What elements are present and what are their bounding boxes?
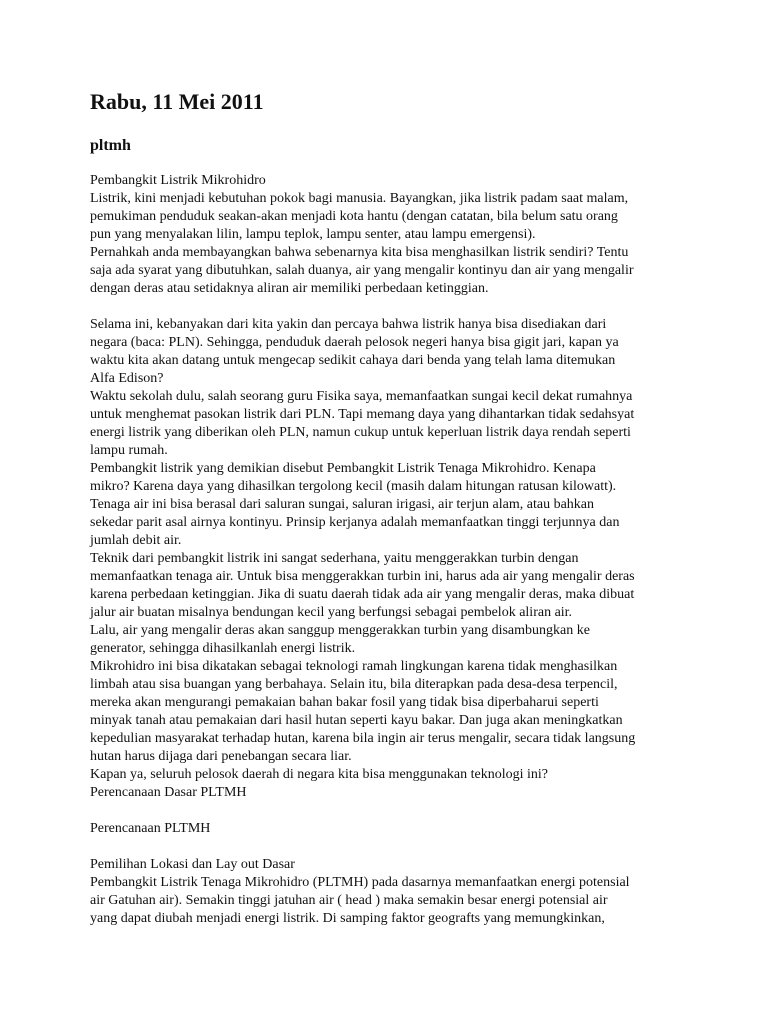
post-date: Rabu, 11 Mei 2011 <box>90 89 264 114</box>
body-paragraph: Waktu sekolah dulu, salah seorang guru Fisika saya, memanfaatkan sungai kecil dekat rumahnya untuk menghemat pasokan listrik dari PLN. Tapi memang daya yang dihantarkan tidak sedahsyat energi listrik yang diberikan oleh PLN, namun cukup untuk keperluan listrik daya rendah seperti lampu rumah. <box>90 389 635 458</box>
body-paragraph: Selama ini, kebanyakan dari kita yakin dan percaya bahwa listrik hanya bisa disediakan dari negara (baca: PLN). Sehingga, penduduk daerah pelosok negeri hanya bisa gigit jari, kapan ya waktu kita akan datang untuk mengecap sedikit cahaya dari benda yang telah lama ditemukan Alfa Edison? <box>90 317 619 386</box>
document-page <box>90 88 690 928</box>
body-paragraph: Pembangkit listrik yang demikian disebut Pembangkit Listrik Tenaga Mikrohidro. Kenapa mikro? Karena daya yang dihasilkan tergolong kecil (masih dalam hitungan ratusan kilowatt). Tenaga air ini bisa berasal dari saluran sungai, saluran irigasi, air terjun alam, atau bahkan sekedar parit asal airnya kontinyu. Prinsip kerjanya adalah memanfaatkan tinggi terjunnya dan jumlah debit air. <box>90 461 620 548</box>
body-paragraph: Pembangkit Listrik Tenaga Mikrohidro (PLTMH) pada dasarnya memanfaatkan energi potensial air Gatuhan air). Semakin tinggi jatuhan air ( head ) maka semakin besar energi potensial air yang dapat diubah menjadi energi listrik. Di samping faktor geografts yang memungkinkan, <box>90 875 630 926</box>
body-paragraph: Lalu, air yang mengalir deras akan sanggup menggerakkan turbin yang disambungkan ke generator, sehingga dihasilkanlah energi listrik. <box>90 623 590 656</box>
body-paragraph: Pembangkit Listrik Mikrohidro <box>90 173 266 188</box>
paragraph-gap <box>90 298 690 316</box>
body-paragraph: Pernahkah anda membayangkan bahwa sebenarnya kita bisa menghasilkan listrik sendiri? Tentu saja ada syarat yang dibutuhkan, salah duanya, air yang mengalir kontinyu dan air yang mengalir dengan deras atau setidaknya aliran air memiliki perbedaan ketinggian. <box>90 245 634 296</box>
body-paragraph: Kapan ya, seluruh pelosok daerah di negara kita bisa menggunakan teknologi ini? <box>90 767 548 782</box>
body-paragraph: Mikrohidro ini bisa dikatakan sebagai teknologi ramah lingkungan karena tidak menghasilkan limbah atau sisa buangan yang berbahaya. Selain itu, bila diterapkan pada desa-desa terpencil, mereka akan mengurangi pemakaian bahan bakar fosil yang tidak bisa diperbaharui seperti minyak tanah atau pemakaian dari hasil hutan seperti kayu bakar. Dan juga akan meningkatkan kepedulian masyarakat terhadap hutan, karena bila ingin air terus mengalir, secara tidak langsung hutan harus dijaga dari penebangan secara liar. <box>90 659 636 764</box>
section-heading: Perencanaan Dasar PLTMH <box>90 785 247 800</box>
post-body <box>90 172 690 928</box>
body-paragraph: Listrik, kini menjadi kebutuhan pokok bagi manusia. Bayangkan, jika listrik padam saat malam, pemukiman penduduk seakan-akan menjadi kota hantu (dengan catatan, bila belum satu orang pun yang menyalakan lilin, lampu teplok, lampu senter, atau lampu emergensi). <box>90 191 629 242</box>
section-heading: Perencanaan PLTMH <box>90 821 211 836</box>
paragraph-gap <box>90 802 690 820</box>
post-title: pltmh <box>90 137 131 154</box>
paragraph-gap <box>90 838 690 856</box>
body-paragraph: Teknik dari pembangkit listrik ini sangat sederhana, yaitu menggerakkan turbin dengan memanfaatkan tenaga air. Untuk bisa menggerakkan turbin ini, harus ada air yang mengalir deras karena perbedaan ketinggian. Jika di suatu daerah tidak ada air yang mengalir deras, maka dibuat jalur air buatan misalnya bendungan kecil yang berfungsi sebagai pembelok aliran air. <box>90 551 635 620</box>
section-heading: Pemilihan Lokasi dan Lay out Dasar <box>90 857 295 872</box>
